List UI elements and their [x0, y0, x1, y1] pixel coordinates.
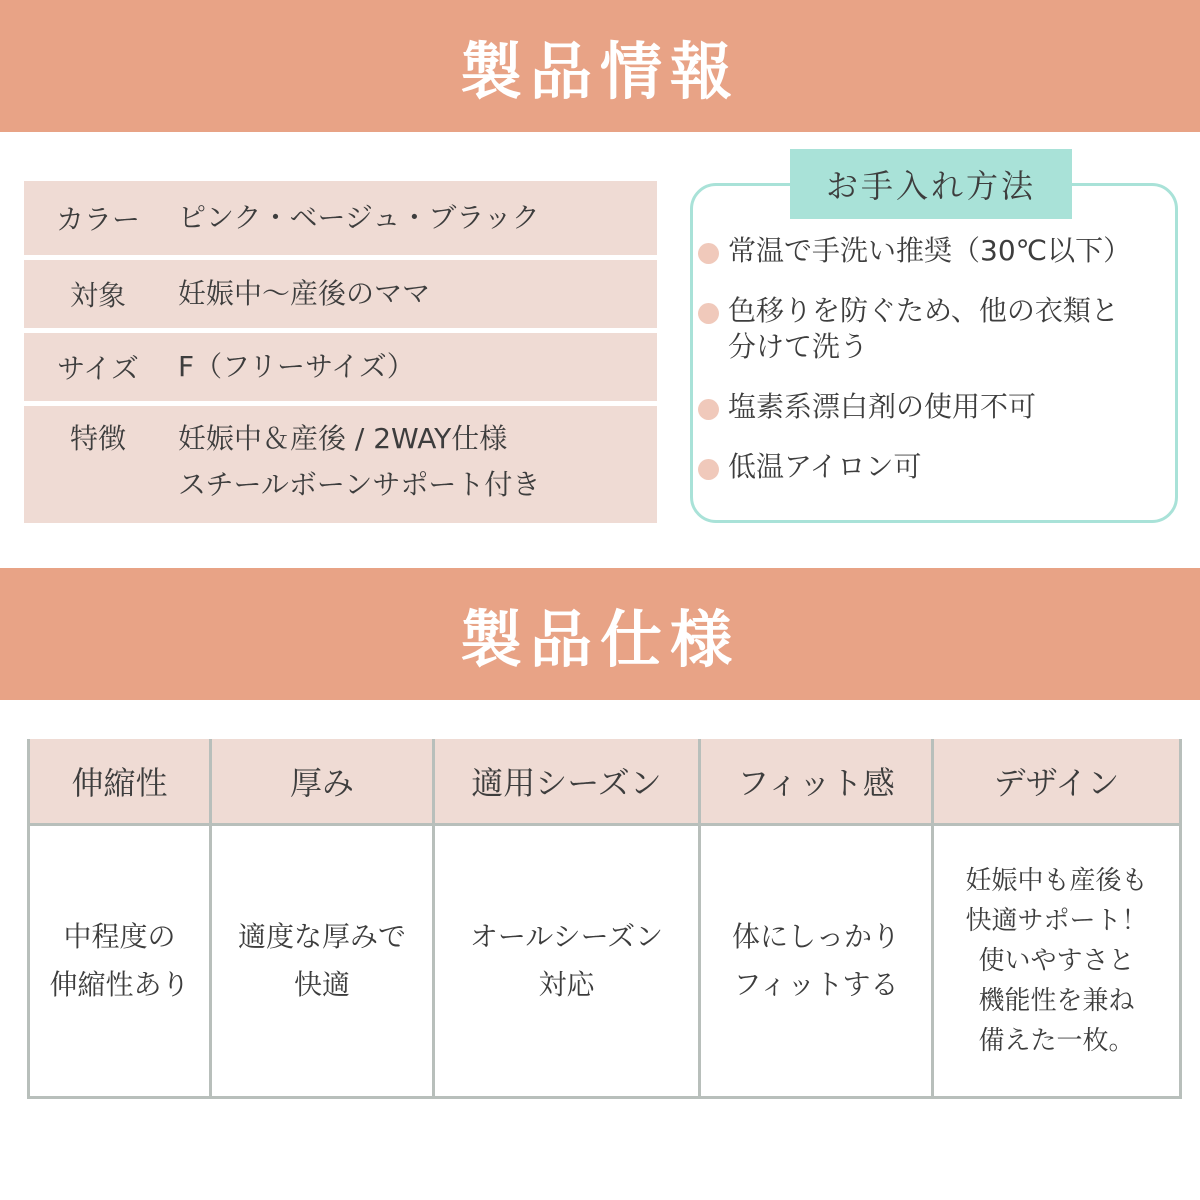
info-row-target: [24, 260, 657, 328]
spec-header-fit: フィット感: [700, 739, 933, 825]
care-item-text: 常温で手洗い推奨（30℃以下）: [728, 234, 1132, 267]
care-item-text: 塩素系漂白剤の使用不可: [728, 390, 1037, 423]
care-item-text: 低温アイロン可: [728, 450, 922, 483]
section-title-product-info: 製品情報: [459, 34, 740, 108]
info-row-color: [24, 181, 657, 255]
spec-header-thickness: 厚み: [211, 739, 434, 825]
spec-cell-season: オールシーズン 対応: [434, 825, 700, 1098]
bullet-dot-icon: [698, 459, 719, 480]
spec-header-stretch: 伸縮性: [29, 739, 211, 825]
product-info-table: [24, 181, 657, 528]
section-banner-product-spec: [0, 568, 1200, 700]
bullet-dot-icon: [698, 243, 719, 264]
info-row-size: [24, 333, 657, 401]
info-value: ピンク・ベージュ・ブラック: [178, 201, 540, 234]
spec-header-season: 適用シーズン: [434, 739, 700, 825]
spec-header-design: デザイン: [933, 739, 1181, 825]
spec-cell-design: 妊娠中も産後も 快適サポート！ 使いやすさと 機能性を兼ね 備えた一枚。: [933, 825, 1181, 1098]
spec-value-row: [29, 825, 1181, 1098]
info-value: 妊娠中＆産後 / 2WAY仕様 スチールボーンサポート付き: [178, 422, 541, 501]
spec-cell-thickness: 適度な厚みで 快適: [211, 825, 434, 1098]
care-item: [698, 389, 1173, 425]
bullet-dot-icon: [698, 303, 719, 324]
care-instructions-title: お手入れ方法: [790, 149, 1072, 219]
info-label: カラー: [55, 203, 140, 236]
section-banner-product-info: [0, 0, 1200, 132]
care-item: [698, 449, 1173, 485]
info-value: 妊娠中～産後のママ: [178, 277, 431, 310]
spec-cell-stretch: 中程度の 伸縮性あり: [29, 825, 211, 1098]
care-item-text: 色移りを防ぐため、他の衣類と 分けて洗う: [728, 294, 1119, 363]
section-title-product-spec: 製品仕様: [459, 602, 740, 676]
info-value: F（フリーサイズ）: [178, 350, 415, 383]
info-label: 対象: [69, 279, 126, 312]
info-row-features: [24, 406, 657, 523]
spec-header-row: [29, 739, 1181, 825]
care-item: [698, 293, 1173, 365]
spec-cell-fit: 体にしっかり フィットする: [700, 825, 933, 1098]
product-spec-table: [27, 739, 1182, 1099]
info-label: サイズ: [57, 352, 139, 385]
care-item: [698, 233, 1173, 269]
bullet-dot-icon: [698, 399, 719, 420]
info-label: 特徴: [69, 422, 126, 455]
